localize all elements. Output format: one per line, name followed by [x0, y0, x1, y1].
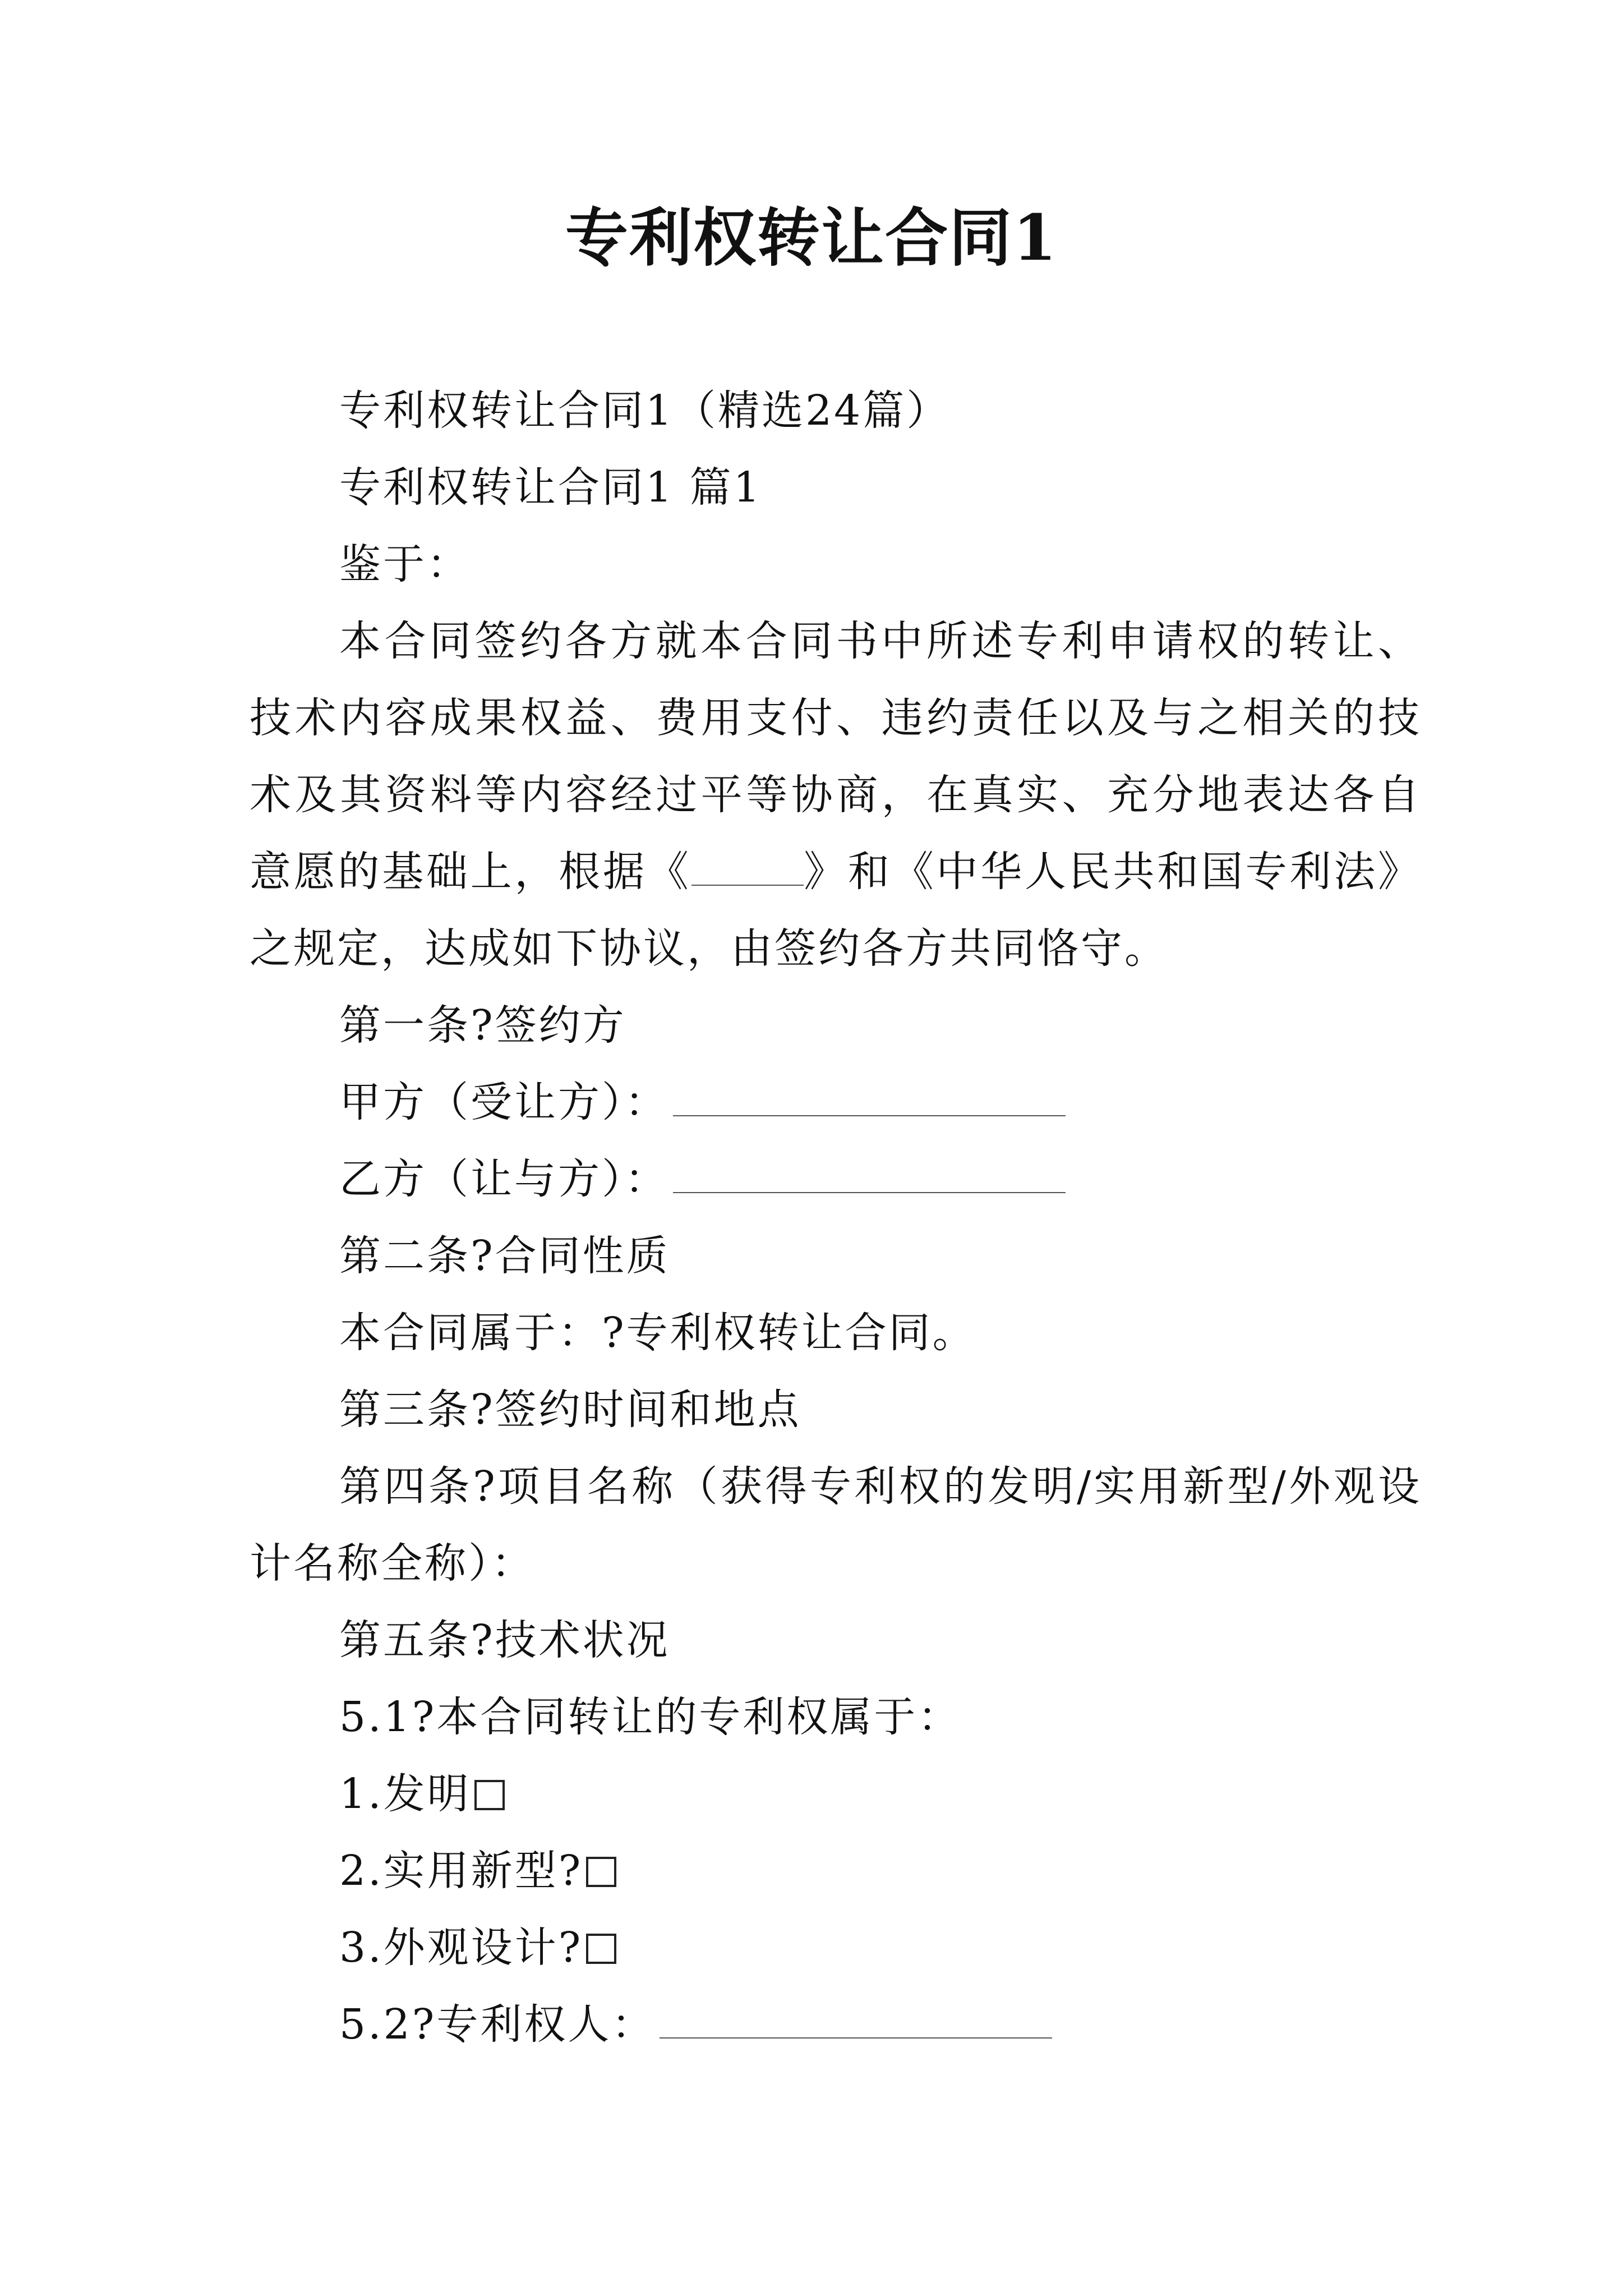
article-1-title: 第一条?签约方 [339, 1001, 626, 1050]
design-checkbox[interactable] [586, 1934, 616, 1964]
patentee-label: 5.2?专利权人： [339, 2000, 656, 2049]
party-a-blank [673, 1074, 1066, 1116]
article-4-title: 第四条?项目名称（获得专利权的发明/实用新型/外观设计名称全称）： [250, 1462, 1422, 1588]
document-body [250, 372, 1422, 2063]
preamble-paragraph [250, 603, 1422, 987]
party-a-line [250, 1064, 1422, 1141]
option-invention-label: 1.发明 [339, 1770, 471, 1818]
party-b-label: 乙方（让与方）： [339, 1155, 668, 1203]
law-name-blank [691, 843, 804, 886]
party-b-blank [673, 1151, 1066, 1193]
document-title: 专利权转让合同1 [565, 201, 1058, 275]
option-design-label: 3.外观设计? [339, 1924, 583, 1972]
clause-5-2 [250, 1986, 1422, 2063]
clause-5-1: 5.1?本合同转让的专利权属于： [339, 1693, 962, 1741]
party-b-line [250, 1141, 1422, 1218]
patentee-blank [660, 1996, 1052, 2039]
preamble-text-1: 本合同签约各方就本合同书中所述专利申请权的转让、技术内容成果权益、费用支付、违约责任以及与之相关的技术及其资料等内容经过平等协商，在真实、充分地表达各自意愿的基础上，根据《 [250, 617, 1422, 896]
option-utility-model-label: 2.实用新型? [339, 1847, 583, 1895]
article-5-title: 第五条?技术状况 [339, 1616, 670, 1664]
preamble-text-2: 》和《中华人民共和国专利法》之规定，达成如下协议，由签约各方共同恪守。 [250, 848, 1422, 973]
utility-model-checkbox[interactable] [586, 1857, 616, 1887]
subtitle: 专利权转让合同1（精选24篇） [339, 386, 951, 435]
invention-checkbox[interactable] [474, 1780, 505, 1810]
article-2-text: 本合同属于：?专利权转让合同。 [339, 1309, 976, 1357]
option-utility-model [250, 1833, 1422, 1910]
option-invention [250, 1756, 1422, 1833]
whereas-label: 鉴于： [339, 540, 471, 588]
article-3-title: 第三条?签约时间和地点 [339, 1386, 801, 1434]
article-2-title: 第二条?合同性质 [339, 1232, 670, 1280]
option-design [250, 1910, 1422, 1986]
party-a-label: 甲方（受让方）： [339, 1078, 668, 1126]
section-heading: 专利权转让合同1 篇1 [339, 463, 762, 512]
